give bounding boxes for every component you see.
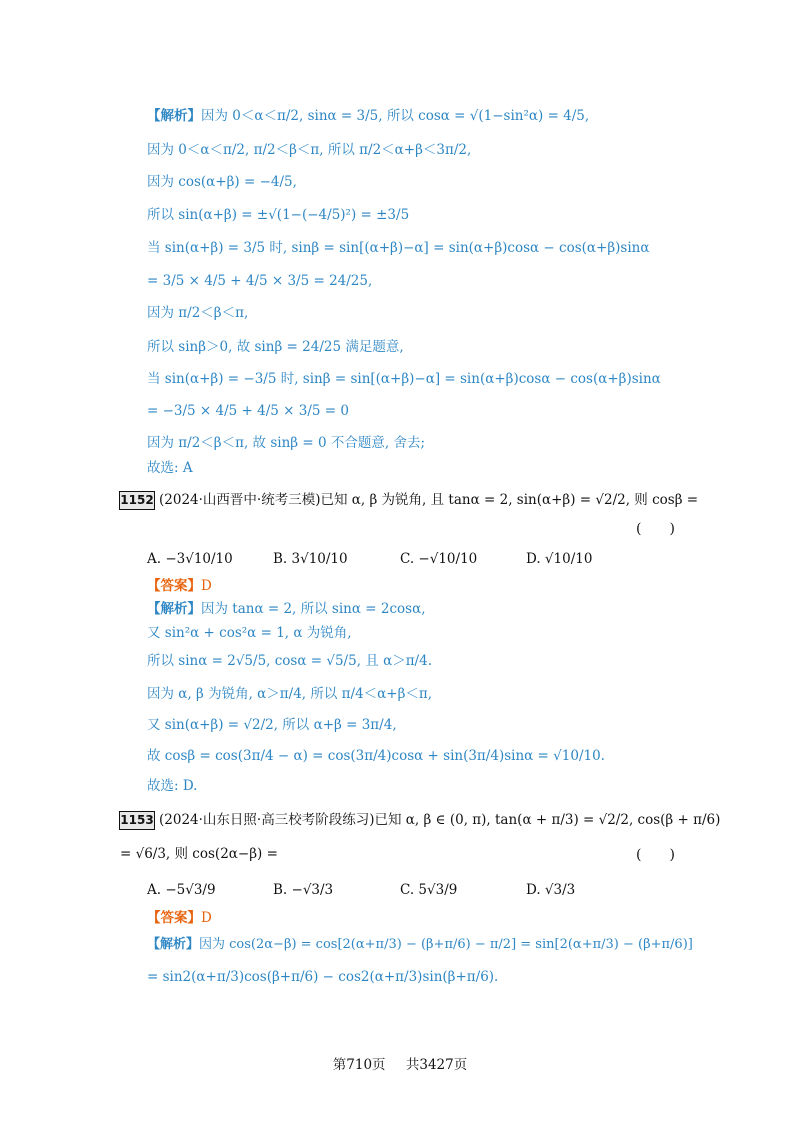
solution-line: 所以 sinα = 2√5/5, cosα = √5/5, 且 α＞π/4.	[147, 653, 432, 669]
solution-line: 又 sin²α + cos²α = 1, α 为锐角,	[147, 625, 352, 641]
option-d: D. √3/3	[526, 882, 576, 898]
analysis-tag: 【解析】	[147, 108, 201, 124]
solution-line: 因为 π/2＜β＜π, 故 sinβ = 0 不合题意, 舍去;	[147, 435, 426, 451]
solution-line: 故选: D.	[147, 778, 198, 794]
option-a: A. −3√10/10	[147, 551, 233, 567]
answer-value: D	[201, 910, 212, 926]
answer-bracket: ( )	[636, 521, 675, 537]
solution-line: 故 cosβ = cos(3π/4 − α) = cos(3π/4)cosα + sin(3π/4)sinα = √10/10.	[147, 748, 605, 764]
option-b: B. −√3/3	[273, 882, 334, 898]
solution-line: 【解析】因为 cos(2α−β) = cos[2(α+π/3) − (β+π/6) − π/2] = sin[2(α+π/3) − (β+π/6)]	[147, 937, 693, 952]
solution-line: = 3/5 × 4/5 + 4/5 × 3/5 = 24/25,	[147, 273, 373, 289]
option-c: C. 5√3/9	[400, 882, 458, 898]
solution-line: 【解析】因为 0＜α＜π/2, sinα = 3/5, 所以 cosα = √(1−sin²α) = 4/5,	[147, 108, 590, 124]
analysis-tag: 【解析】	[147, 937, 200, 952]
solution-line: = sin2(α+π/3)cos(β+π/6) − cos2(α+π/3)sin(β+π/6).	[147, 969, 499, 985]
answer-line	[147, 576, 212, 596]
solution-line: 因为 α, β 为锐角, α＞π/4, 所以 π/4＜α+β＜π,	[147, 686, 433, 702]
page-number: 第710页	[332, 1057, 386, 1073]
question-number-badge: 1152	[119, 491, 155, 510]
solution-line: 故选: A	[147, 460, 193, 476]
analysis-tag: 【解析】	[147, 601, 201, 617]
question-number-badge: 1153	[119, 811, 155, 830]
page-total: 共3427页	[405, 1057, 468, 1073]
solution-line: = −3/5 × 4/5 + 4/5 × 3/5 = 0	[147, 403, 349, 419]
answer-tag: 【答案】	[147, 578, 201, 594]
answer-tag: 【答案】	[147, 910, 201, 926]
solution-line: 当 sin(α+β) = −3/5 时, sinβ = sin[(α+β)−α] = sin(α+β)cosα − cos(α+β)sinα	[147, 371, 661, 387]
answer-line	[147, 908, 212, 928]
question-stem: (2024·山西晋中·统考三模)已知 α, β 为锐角, 且 tanα = 2, sin(α+β) = √2/2, 则 cosβ =	[159, 492, 699, 508]
solution-line: 当 sin(α+β) = 3/5 时, sinβ = sin[(α+β)−α] = sin(α+β)cosα − cos(α+β)sinα	[147, 240, 650, 256]
solution-line: 所以 sin(α+β) = ±√(1−(−4/5)²) = ±3/5	[147, 207, 410, 223]
solution-line: 所以 sinβ＞0, 故 sinβ = 24/25 满足题意,	[147, 339, 404, 355]
page-footer	[0, 1053, 800, 1073]
option-b: B. 3√10/10	[273, 551, 348, 567]
question-stem-continued: = √6/3, 则 cos(2α−β) =	[120, 846, 278, 862]
answer-value: D	[201, 578, 212, 594]
option-c: C. −√10/10	[400, 551, 478, 567]
answer-bracket: ( )	[636, 847, 675, 863]
solution-line: 因为 cos(α+β) = −4/5,	[147, 174, 297, 190]
solution-line: 【解析】因为 tanα = 2, 所以 sinα = 2cosα,	[147, 601, 426, 617]
option-d: D. √10/10	[526, 551, 593, 567]
option-a: A. −5√3/9	[147, 882, 216, 898]
solution-line: 因为 π/2＜β＜π,	[147, 305, 249, 321]
solution-line: 因为 0＜α＜π/2, π/2＜β＜π, 所以 π/2＜α+β＜3π/2,	[147, 142, 472, 158]
question-stem: (2024·山东日照·高三校考阶段练习)已知 α, β ∈ (0, π), tan(α + π/3) = √2/2, cos(β + π/6)	[159, 812, 721, 828]
solution-line: 又 sin(α+β) = √2/2, 所以 α+β = 3π/4,	[147, 717, 397, 733]
